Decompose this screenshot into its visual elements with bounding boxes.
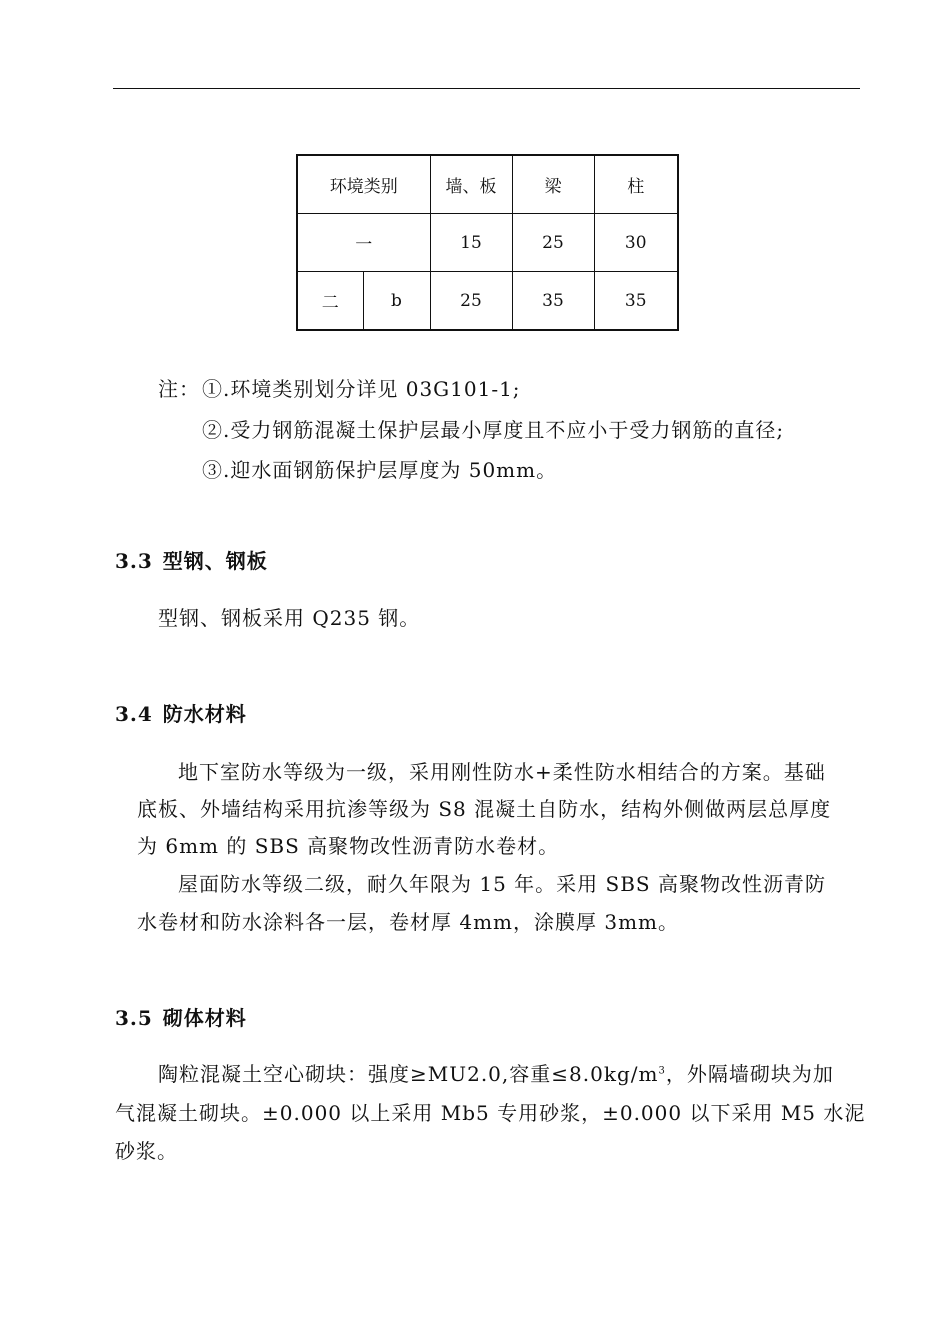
cell-beam: 25 [512,214,594,272]
superscript: 3 [658,1065,666,1077]
note-3: ③.迎水面钢筋保护层厚度为 50mm。 [202,458,558,482]
table-header-row [297,155,678,214]
section-3-3-body: 型钢、钢板采用 Q235 钢。 [158,606,421,630]
section-number: 3.4 [115,702,153,726]
paragraph-line: 地下室防水等级为一级，采用刚性防水+柔性防水相结合的方案。基础 [178,760,826,784]
text-run: ，外隔墙砌块为加 [665,1062,834,1086]
table-row [297,214,678,272]
cell-column: 35 [594,272,678,331]
header-wall: 墙、板 [430,155,512,214]
section-number: 3.5 [115,1006,153,1030]
cell-beam: 35 [512,272,594,331]
paragraph-line: 屋面防水等级二级，耐久年限为 15 年。采用 SBS 高聚物改性沥青防 [178,872,826,896]
paragraph-line: 砂浆。 [115,1139,178,1163]
paragraph-line: 水卷材和防水涂料各一层，卷材厚 4mm，涂膜厚 3mm。 [137,910,680,934]
cell-env: 二 [297,272,363,331]
cover-thickness-table [296,154,679,331]
header-rule [113,88,860,89]
table-row [297,272,678,331]
text-run: 陶粒混凝土空心砌块：强度≥MU2.0,容重≤8.0kg/m [158,1062,659,1086]
note-1: ①.环境类别划分详见 03G101-1; [202,377,521,401]
section-title: 防水材料 [162,702,247,726]
note-label: 注： [158,377,200,401]
header-env: 环境类别 [297,155,430,214]
cell-env: 一 [297,214,430,272]
cell-wall: 25 [430,272,512,331]
note-2: ②.受力钢筋混凝土保护层最小厚度且不应小于受力钢筋的直径; [202,418,785,442]
cell-wall: 15 [430,214,512,272]
cell-column: 30 [594,214,678,272]
paragraph-line [158,1058,834,1087]
section-3-3-heading [115,545,268,574]
section-3-4-heading [115,698,247,727]
paragraph-line: 气混凝土砌块。±0.000 以上采用 Mb5 专用砂浆，±0.000 以下采用 M5 水泥 [115,1101,866,1125]
header-beam: 梁 [512,155,594,214]
section-number: 3.3 [115,549,153,573]
cell-env-sub: b [363,272,430,331]
header-column: 柱 [594,155,678,214]
section-title: 砌体材料 [162,1006,247,1030]
paragraph-line: 为 6mm 的 SBS 高聚物改性沥青防水卷材。 [137,834,560,858]
section-title: 型钢、钢板 [162,549,268,573]
section-3-5-heading [115,1002,247,1031]
paragraph-line: 底板、外墙结构采用抗渗等级为 S8 混凝土自防水，结构外侧做两层总厚度 [137,797,832,821]
